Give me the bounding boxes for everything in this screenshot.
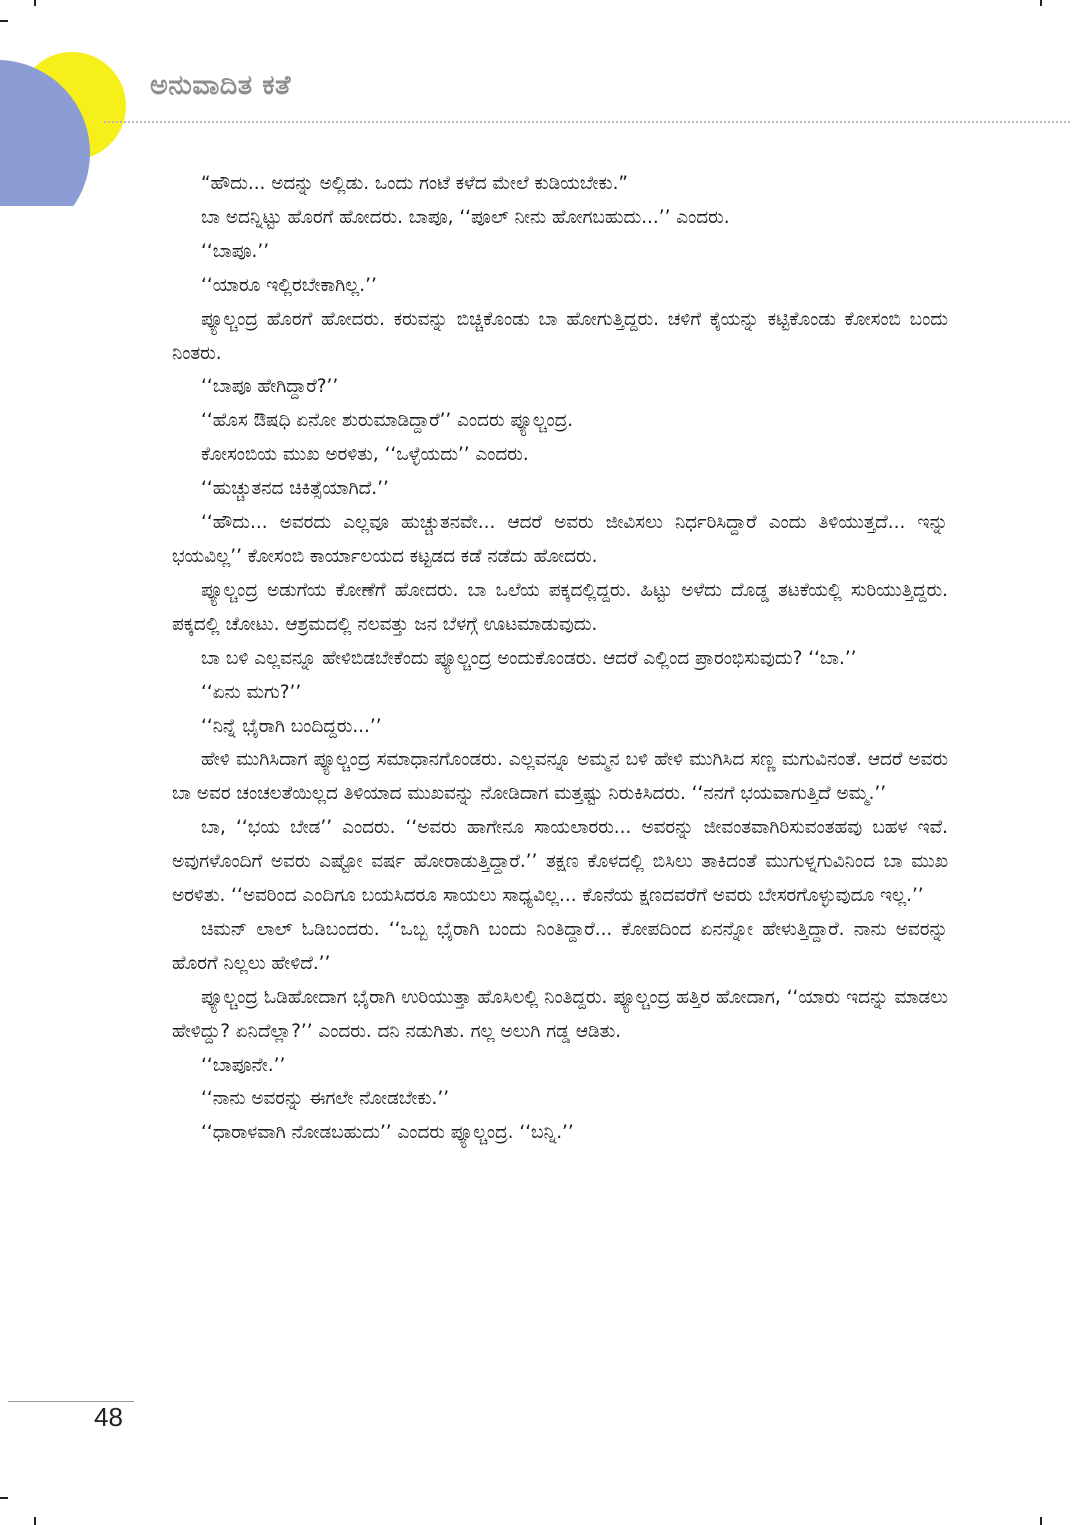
paragraph: ‘‘ಧಾರಾಳವಾಗಿ ನೋಡಬಹುದು’’ ಎಂದರು ಪ್ಯೂಲ್ಚಂದ್ರ. ‘‘ಬನ್ನಿ.’’ xyxy=(201,1122,574,1144)
running-header-title: ಅನುವಾದಿತ ಕತೆ xyxy=(150,70,291,101)
paragraph: ‘‘ಹೌದು... ಅವರದು ಎಲ್ಲವೂ ಹುಚ್ಚುತನವೇ... ಆದರೆ ಅವರು ಜೀವಿಸಲು ನಿರ್ಧರಿಸಿದ್ದಾರೆ ಎಂದು ತಿಳಿಯುತ್ತದೆ... ಇನ್ನು ಭಯವಿಲ್ಲ’’ ಕೋಸಂಬಿ ಕಾರ್ಯಾಲಯದ ಕಟ್ಟಡದ ಕಡೆ ನಡೆದು ಹೋದರು. xyxy=(172,512,948,567)
paragraph: ಪ್ಯೂಲ್ಚಂದ್ರ ಹೊರಗೆ ಹೋದರು. ಕರುವನ್ನು ಬಿಚ್ಚಿಕೊಂಡು ಬಾ ಹೋಗುತ್ತಿದ್ದರು. ಚಳಿಗೆ ಕೈಯನ್ನು ಕಟ್ಟಿಕೊಂಡು ಕೋಸಂಬಿ ಬಂದು ನಿಂತರು. xyxy=(172,308,948,364)
paragraph: ‘‘ಯಾರೂ ಇಲ್ಲಿರಬೇಕಾಗಿಲ್ಲ.’’ xyxy=(201,274,377,296)
crop-mark-bottom-left xyxy=(34,1517,36,1525)
paragraph: ‘‘ಹೊಸ ಔಷಧಿ ಏನೋ ಶುರುಮಾಡಿದ್ದಾರೆ’’ ಎಂದರು ಪ್ಯೂಲ್ಚಂದ್ರ. xyxy=(201,410,574,432)
crop-mark-top-left xyxy=(34,0,36,6)
crop-mark-bottom-right xyxy=(1040,1517,1042,1525)
crop-mark-top-right xyxy=(1040,0,1042,6)
paragraph: ‘‘ನಿನ್ನೆ ಭೈರಾಗಿ ಬಂದಿದ್ದರು...’’ xyxy=(201,715,382,737)
paragraph: ‘‘ಹುಚ್ಚುತನದ ಚಿಕಿತ್ಸೆಯಾಗಿದೆ.’’ xyxy=(201,478,389,500)
paragraph: ಬಾ ಅದನ್ನಿಟ್ಟು ಹೊರಗೆ ಹೋದರು. ಬಾಪೂ, ‘‘ಪೂಲ್ ನೀನು ಹೋಗಬಹುದು...’’ ಎಂದರು. xyxy=(201,206,730,228)
header-dotted-rule xyxy=(104,121,1070,123)
paragraph: ಕೋಸಂಬಿಯ ಮುಖ ಅರಳಿತು, ‘‘ಒಳ್ಳೆಯದು’’ ಎಂದರು. xyxy=(201,444,529,466)
paragraph: ‘‘ಬಾಪೂ ಹೇಗಿದ್ದಾರೆ?’’ xyxy=(201,376,339,398)
crop-mark-left-upper xyxy=(0,20,8,22)
crop-mark-left-lower xyxy=(0,1497,8,1499)
paragraph: “ಹೌದು... ಅದನ್ನು ಅಲ್ಲಿಡು. ಒಂದು ಗಂಟೆ ಕಳೆದ ಮೇಲೆ ಕುಡಿಯಬೇಕು.” xyxy=(201,173,628,194)
story-body xyxy=(172,167,948,1150)
paragraph: ‘‘ನಾನು ಅವರನ್ನು ಈಗಲೇ ನೋಡಬೇಕು.’’ xyxy=(201,1088,450,1110)
page-number: 48 xyxy=(94,1402,123,1432)
paragraph: ಬಾ ಬಳಿ ಎಲ್ಲವನ್ನೂ ಹೇಳಿಬಿಡಬೇಕೆಂದು ಪ್ಯೂಲ್ಚಂದ್ರ ಅಂದುಕೊಂಡರು. ಆದರೆ ಎಲ್ಲಿಂದ ಪ್ರಾರಂಭಿಸುವುದು? ‘‘ಬಾ.’’ xyxy=(201,647,857,669)
paragraph: ಚಿಮನ್ ಲಾಲ್ ಓಡಿಬಂದರು. ‘‘ಒಬ್ಬ ಭೈರಾಗಿ ಬಂದು ನಿಂತಿದ್ದಾರೆ... ಕೋಪದಿಂದ ಏನನ್ನೋ ಹೇಳುತ್ತಿದ್ದಾರೆ. ನಾನು ಅವರನ್ನು ಹೊರಗೆ ನಿಲ್ಲಲು ಹೇಳಿದೆ.’’ xyxy=(172,918,948,974)
paragraph: ಪ್ಯೂಲ್ಚಂದ್ರ ಅಡುಗೆಯ ಕೋಣೆಗೆ ಹೋದರು. ಬಾ ಒಲೆಯ ಪಕ್ಕದಲ್ಲಿದ್ದರು. ಹಿಟ್ಟು ಅಳೆದು ದೊಡ್ಡ ತಟಕೆಯಲ್ಲಿ ಸುರಿಯುತ್ತಿದ್ದರು. ಪಕ್ಕದಲ್ಲಿ ಚೋಟು. ಆಶ್ರಮದಲ್ಲಿ ನಲವತ್ತು ಜನ ಬೆಳಗ್ಗೆ ಊಟಮಾಡುವುದು. xyxy=(172,579,948,635)
paragraph: ಹೇಳಿ ಮುಗಿಸಿದಾಗ ಪ್ಯೂಲ್ಚಂದ್ರ ಸಮಾಧಾನಗೊಂಡರು. ಎಲ್ಲವನ್ನೂ ಅಮ್ಮನ ಬಳಿ ಹೇಳಿ ಮುಗಿಸಿದ ಸಣ್ಣ ಮಗುವಿನಂತೆ. ಆದರೆ ಅವರು ಬಾ ಅವರ ಚಂಚಲತೆಯಿಲ್ಲದ ತಿಳಿಯಾದ ಮುಖವನ್ನು ನೋಡಿದಾಗ ಮತ್ತಷ್ಟು ನಿರುಕಿಸಿದರು. ‘‘ನನಗೆ ಭಯವಾಗುತ್ತಿದೆ ಅಮ್ಮ.’’ xyxy=(172,749,948,805)
paragraph: ಪ್ಯೂಲ್ಚಂದ್ರ ಓಡಿಹೋದಾಗ ಭೈರಾಗಿ ಉರಿಯುತ್ತಾ ಹೊಸಿಲಲ್ಲಿ ನಿಂತಿದ್ದರು. ಪ್ಯೂಲ್ಚಂದ್ರ ಹತ್ತಿರ ಹೋದಾಗ, ‘‘ಯಾರು ಇದನ್ನು ಮಾಡಲು ಹೇಳಿದ್ದು? ಏನಿದೆಲ್ಲಾ?’’ ಎಂದರು. ದನಿ ನಡುಗಿತು. ಗಲ್ಲ ಅಲುಗಿ ಗಡ್ಡ ಆಡಿತು. xyxy=(172,986,948,1042)
paragraph: ‘‘ಏನು ಮಗು?’’ xyxy=(201,681,302,703)
paragraph: ‘‘ಬಾಪೂನೇ.’’ xyxy=(201,1054,286,1076)
paragraph: ‘‘ಬಾಪೂ.’’ xyxy=(201,240,270,262)
decorative-mask xyxy=(0,206,120,266)
paragraph: ಬಾ, ‘‘ಭಯ ಬೇಡ’’ ಎಂದರು. ‘‘ಅವರು ಹಾಗೇನೂ ಸಾಯಲಾರರು... ಅವರನ್ನು ಜೀವಂತವಾಗಿರಿಸುವಂತಹವು ಬಹಳ ಇವೆ. ಅವುಗಳೊಂದಿಗೆ ಅವರು ಎಷ್ಟೋ ವರ್ಷ ಹೋರಾಡುತ್ತಿದ್ದಾರೆ.’’ ತಕ್ಷಣ ಕೊಳದಲ್ಲಿ ಬಿಸಿಲು ತಾಕಿದಂತೆ ಮುಗುಳ್ನಗುವಿನಿಂದ ಬಾ ಮುಖ ಅರಳಿತು. ‘‘ಅವರಿಂದ ಎಂದಿಗೂ ಬಯಸಿದರೂ ಸಾಯಲು ಸಾಧ್ಯವಿಲ್ಲ... ಕೊನೆಯ ಕ್ಷಣದವರೆಗೆ ಅವರು ಬೇಸರಗೊಳ್ಳುವುದೂ ಇಲ್ಲ.’’ xyxy=(172,817,948,907)
